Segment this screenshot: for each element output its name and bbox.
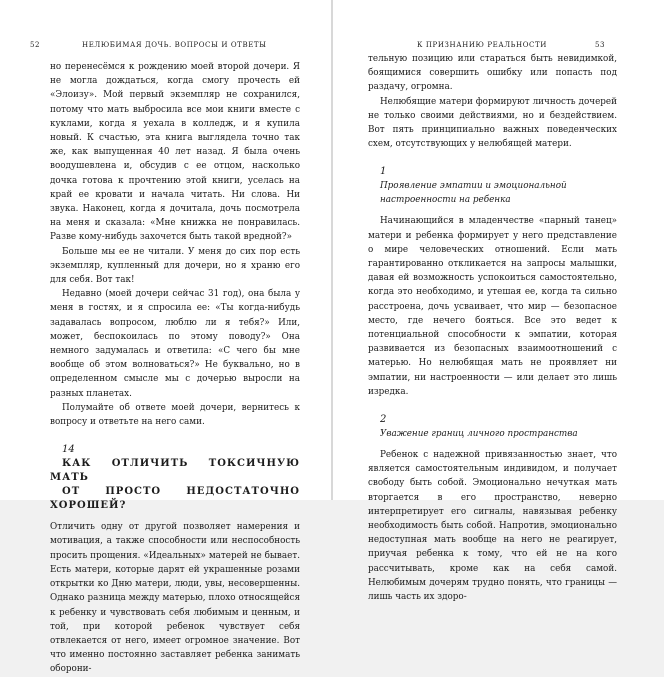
subsection-number: 2 [380, 414, 387, 426]
right-header-title: К ПРИЗНАНИЮ РЕАЛЬНОСТИ [417, 41, 547, 49]
paragraph: Отличить одну от другой позволяет намерения и мотивация, а также способности или неспособность просить прощения. «Идеальных» матерей не бывает. Есть матери, которые дарят ей украшенные розами открытки ко Дню матери, люди, увы, несовершенны. Однако разница между матерью, плохо относящейся к ребенку и чувствовать себя любимым и ценным, и той, при которой ребенок чувствует себя отвлекается от него, имеет огромное значение. Вот что именно постоянно заставляет ребенка занимать оборони- [50, 522, 300, 675]
left-page [0, 0, 331, 675]
paragraph: Больше мы ее не читали. У меня до сих пор есть экземпляр, купленный для дочери, но я храню его для себя. Вот так! [50, 246, 300, 286]
right-page [333, 0, 664, 603]
paragraph: Начинающийся в младенчестве «парный танец» матери и ребенка формирует у него представление о мире человеческих отношений. Если мать гарантированно откликается на запросы малышки, давая ей возможность успокоиться самостоятельно, когда это необходимо, и утешая ее, когда та сильно расстроена, дочь усваивает, что мир — безопасное место, где нечего бояться. Все это ведет к потенциальной способности к эмпатии, которая развивается из безопасных взаимоотношений с матерью. Но нелюбящая мать не проявляет ни эмпатии, ни настроенности — или делает это лишь изредка. [368, 216, 617, 397]
paragraph: Нелюбящие матери формируют личность дочерей не только своими действиями, но и бездействием. Вот пять принципиально важных поведенческих схем, отсутствующих у нелюбящей матери. [368, 96, 617, 150]
subsection-title: Уважение границ личного пространства [380, 429, 578, 440]
subsection-title-line-1: Проявление эмпатии и эмоциональной [380, 181, 567, 192]
subsection-title-line-2: настроенности на ребенка [380, 195, 511, 206]
section-title-line-1: КАК ОТЛИЧИТЬ ТОКСИЧНУЮ МАТЬ [50, 458, 300, 484]
subsection-number: 1 [380, 166, 387, 178]
section-number: 14 [62, 444, 75, 456]
left-page-body [50, 60, 300, 677]
paragraph: Полумайте об ответе моей дочери, вернитесь к вопросу и ответьте на него сами. [50, 402, 300, 428]
left-page-number: 52 [30, 41, 41, 49]
paragraph: Недавно (моей дочери сейчас 31 год), она была у меня в гостях, и я спросила ее: «Ты когда-нибудь задавалась вопросом, люблю ли я тебя?» Или, может, беспокоилась по этому поводу?» Она немного задумалась и ответила: «С чего бы мне вообще об этом волноваться?» Не буквально, но в определенном смысле мы с дочерью выросли на разных планетах. [50, 289, 300, 399]
paragraph: Ребенок с надежной привязанностью знает, что является самостоятельным индивидом, и получает свободу быть собой. Эмоционально нечуткая мать вторгается в его пространство, неверно интерпретирует его сигналы, навязывая ребенку необходимость быть собой. Напротив, эмоционально недоступная мать вообще на него не реагирует, приучая ребенка к тому, что ей не на кого рассчитывать, кроме как на себя самой. Нелюбимым дочерям трудно понять, что границы — лишь часть их здоро- [368, 450, 617, 603]
paragraph: тельную позицию или стараться быть невидимкой, боящимися совершить ошибку или попасть под раздачу, огромна. [368, 54, 617, 93]
right-page-number: 53 [595, 41, 606, 49]
section-title-line-2: ОТ ПРОСТО НЕДОСТАТОЧНО ХОРОШЕЙ? [50, 486, 300, 512]
right-page-body [368, 52, 617, 604]
paragraph: но перенесёмся к рождению моей второй дочери. Я не могла дождаться, когда смогу прочесть ей «Элоизу». Мой первый экземпляр не сохранился, потому что мать выбросила все мои книги вместе с куклами, когда я уехала в колледж, и я купила новый. К счастью, эта книга выглядела точно так же, как выпущенная 40 лет назад. Я была очень воодушевлена и, обсудив с ее отцом, насколько дочка готова к прочтению этой книги, уселась на край ее кровати и начала читать. Ни слова. Ни звука. Наконец, когда я дочитала, дочь посмотрела на меня и сказала: «Мне книжка не понравилась. Разве кому-нибудь захочется быть такой вредной?» [50, 62, 300, 243]
left-header-title: НЕЛЮБИМАЯ ДОЧЬ. ВОПРОСЫ И ОТВЕТЫ [82, 41, 267, 49]
